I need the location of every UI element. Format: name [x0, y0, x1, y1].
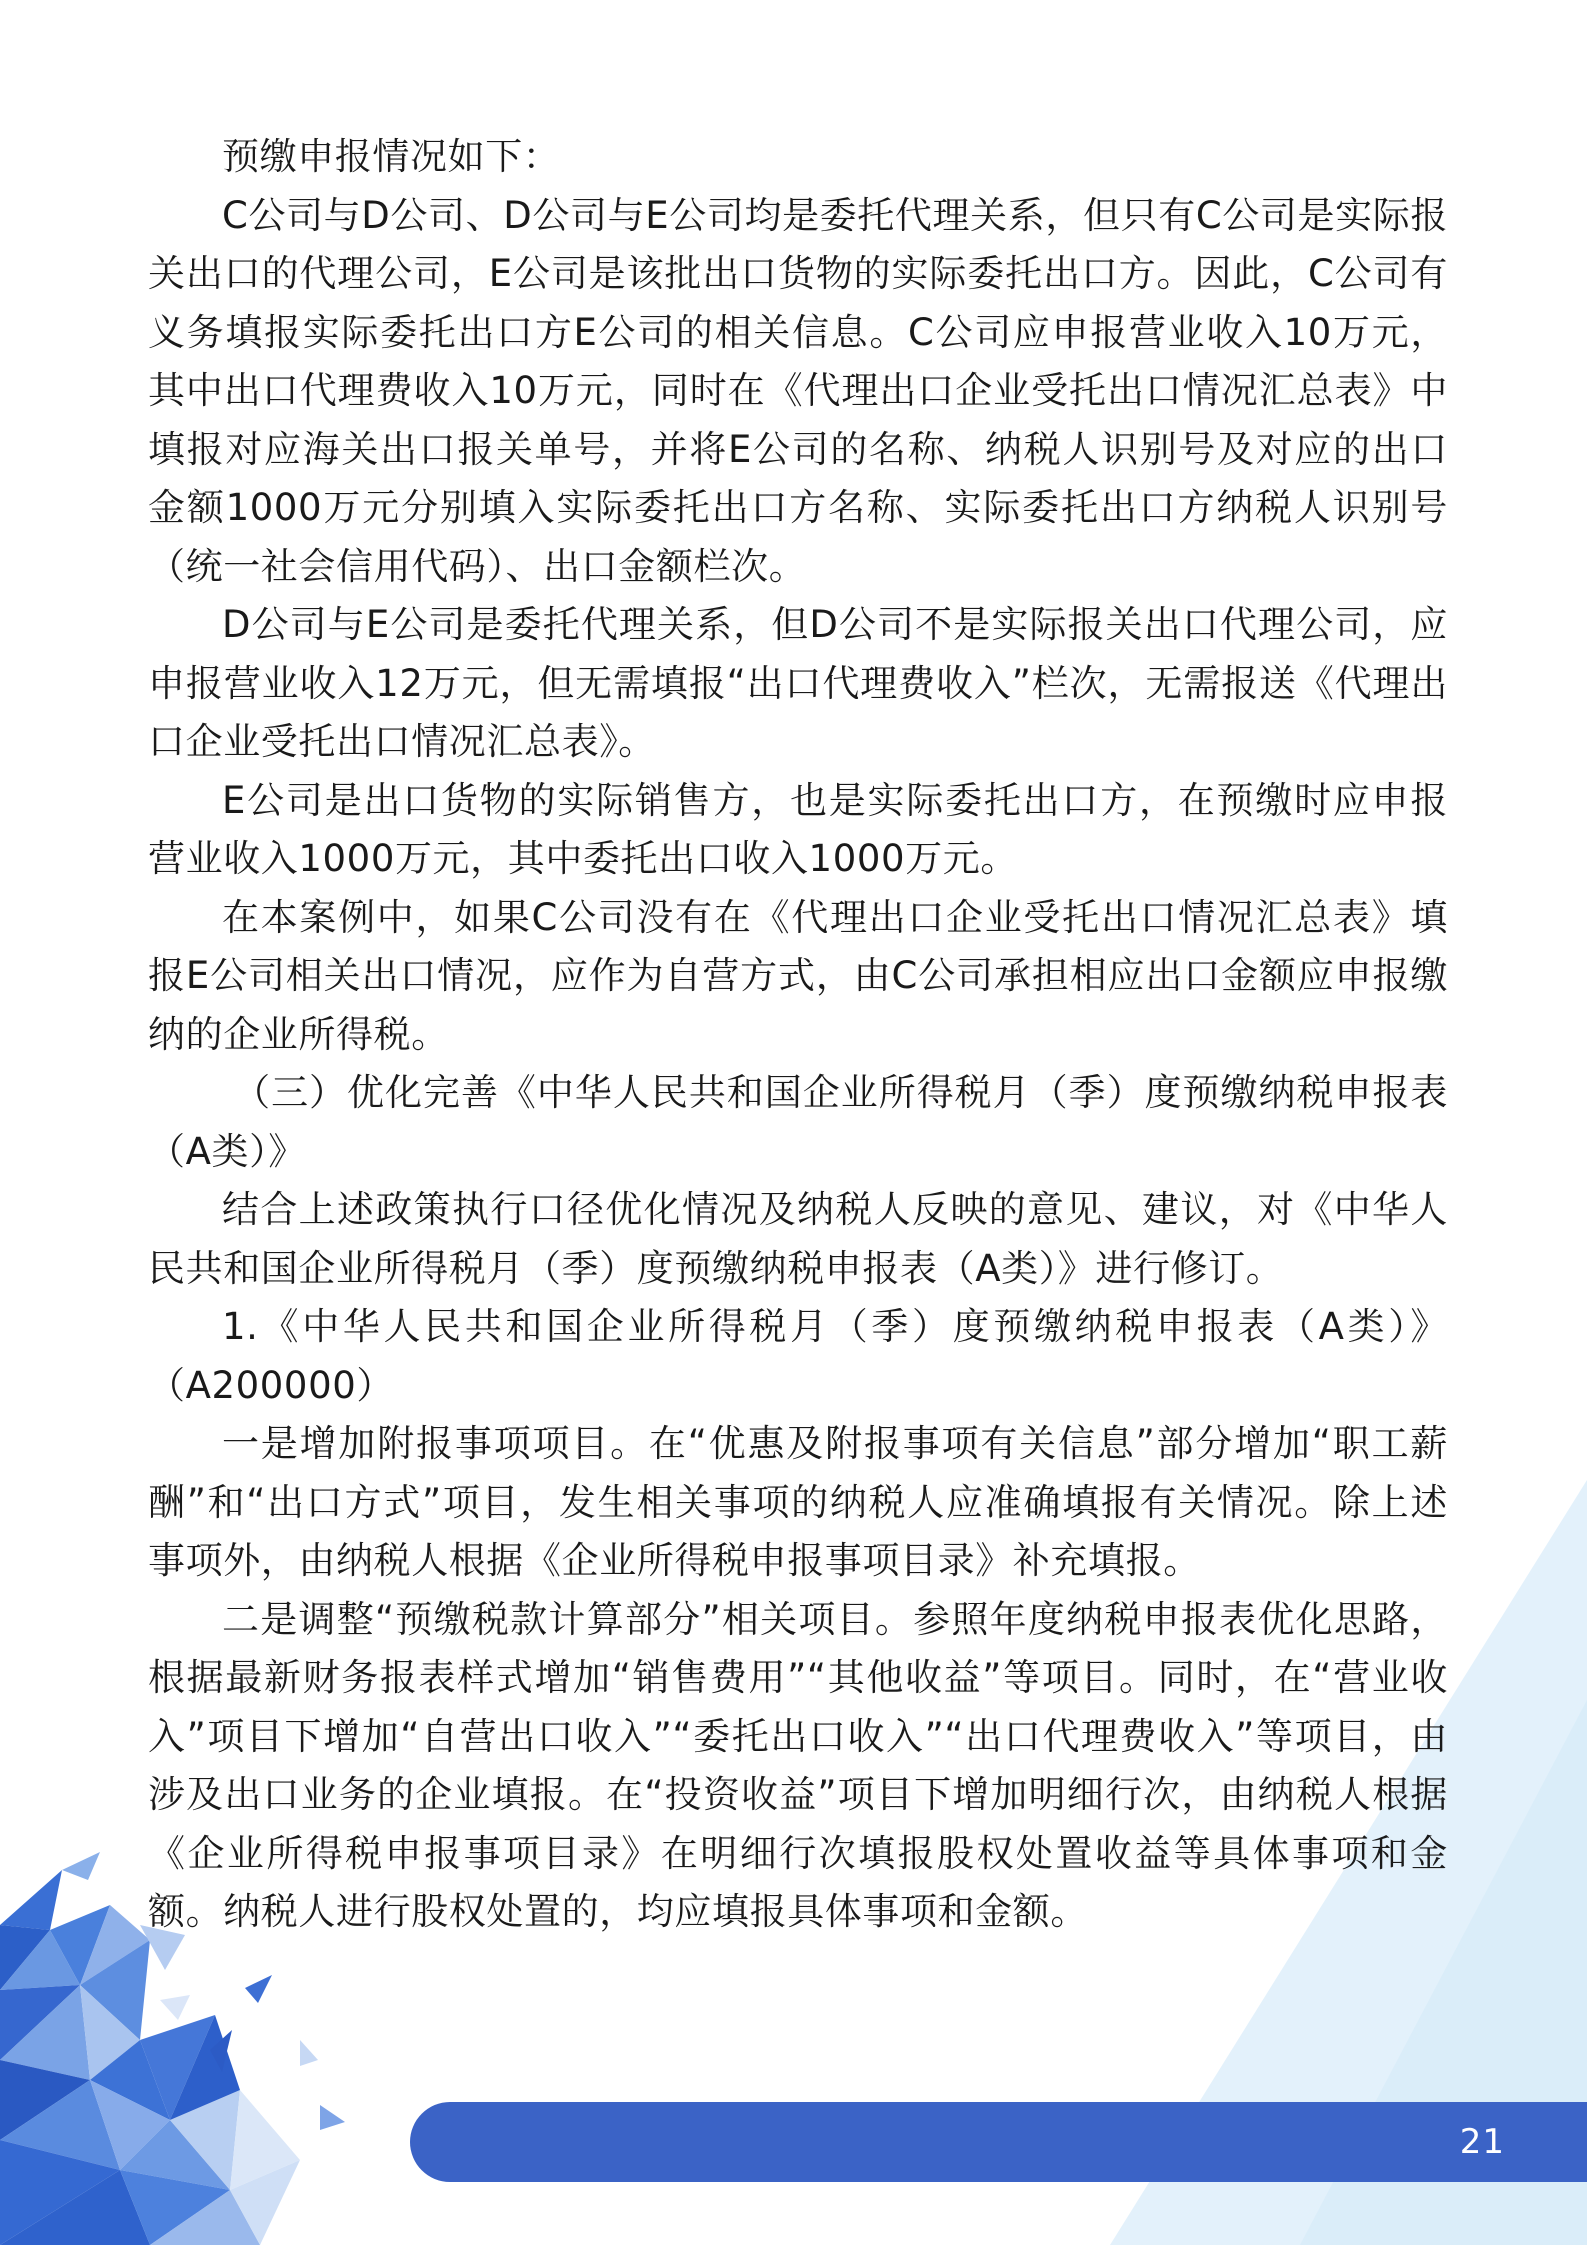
section-heading: （三）优化完善《中华人民共和国企业所得税月（季）度预缴纳税申报表（A类）》: [148, 1071, 1448, 1173]
paragraph-e-company: E公司是出口货物的实际销售方，也是实际委托出口方，在预缴时应申报营业收入1000万元，其中委托出口收入1000万元。: [148, 778, 1448, 880]
document-body: [148, 128, 1448, 1942]
paragraph-c-company: C公司与D公司、D公司与E公司均是委托代理关系，但只有C公司是实际报关出口的代理公司，E公司是该批出口货物的实际委托出口方。因此，C公司有义务填报实际委托出口方E公司的相关信息。C公司应申报营业收入10万元，其中出口代理费收入10万元，同时在《代理出口企业受托出口情况汇总表》中填报对应海关出口报关单号，并将E公司的名称、纳税人识别号及对应的出口金额1000万元分别填入实际委托出口方名称、实际委托出口方纳税人识别号（统一社会信用代码）、出口金额栏次。: [148, 193, 1448, 588]
paragraph-point-one: 一是增加附报事项项目。在“优惠及附报事项有关信息”部分增加“职工薪酬”和“出口方式”项目，发生相关事项的纳税人应准确填报有关情况。除上述事项外，由纳税人根据《企业所得税申报事项目录》补充填报。: [148, 1422, 1448, 1582]
paragraph-d-company: D公司与E公司是委托代理关系，但D公司不是实际报关出口代理公司，应申报营业收入12万元，但无需填报“出口代理费收入”栏次，无需报送《代理出口企业受托出口情况汇总表》。: [148, 603, 1448, 763]
page-number: 21: [1459, 2122, 1505, 2162]
item-heading: 1.《中华人民共和国企业所得税月（季）度预缴纳税申报表（A类）》（A200000）: [148, 1305, 1448, 1407]
footer-bar: [410, 2102, 1587, 2182]
paragraph-revision-intro: 结合上述政策执行口径优化情况及纳税人反映的意见、建议，对《中华人民共和国企业所得税月（季）度预缴纳税申报表（A类）》进行修订。: [148, 1188, 1448, 1290]
paragraph-point-two: 二是调整“预缴税款计算部分”相关项目。参照年度纳税申报表优化思路，根据最新财务报表样式增加“销售费用”“其他收益”等项目。同时，在“营业收入”项目下增加“自营出口收入”“委托出口收入”“出口代理费收入”等项目，由涉及出口业务的企业填报。在“投资收益”项目下增加明细行次，由纳税人根据《企业所得税申报事项目录》在明细行次填报股权处置收益等具体事项和金额。纳税人进行股权处置的，均应填报具体事项和金额。: [148, 1597, 1448, 1933]
paragraph-case-note: 在本案例中，如果C公司没有在《代理出口企业受托出口情况汇总表》填报E公司相关出口情况，应作为自营方式，由C公司承担相应出口金额应申报缴纳的企业所得税。: [148, 895, 1448, 1056]
paragraph-intro: 预缴申报情况如下：: [222, 135, 561, 178]
